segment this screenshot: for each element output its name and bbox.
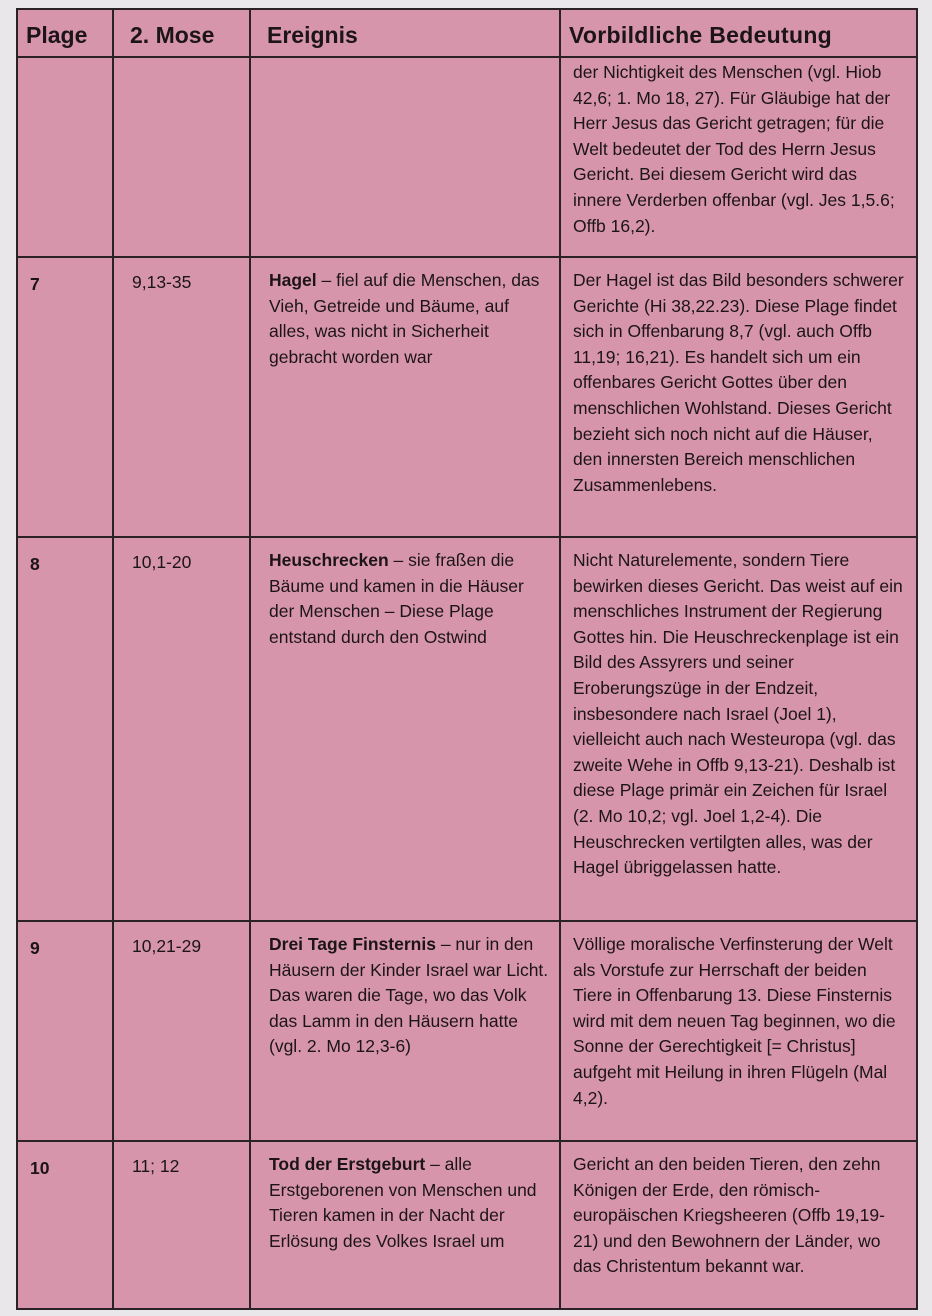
ereignis-text: – sie fraßen die Bäume und kamen in die Häuser der Menschen – Diese Plage entstand durch den Ostwind xyxy=(269,550,524,647)
table-row xyxy=(17,257,917,537)
plage-number: 9 xyxy=(17,921,113,1141)
ereignis-text: – fiel auf die Menschen, das Vieh, Getreide und Bäume, auf alles, was nicht in Sicherheit gebracht worden war xyxy=(269,270,540,367)
header-plage: Plage xyxy=(17,9,113,57)
table-row xyxy=(17,537,917,921)
table-row xyxy=(17,921,917,1141)
ereignis-title: Heuschrecken xyxy=(269,550,389,570)
bedeutung-cell: Völlige moralische Verfinsterung der Welt als Vorstufe zur Herrschaft der beiden Tiere in Offenbarung 13. Diese Finsternis wird mit dem neuen Tag beginnen, wo die Sonne der Gerechtigkeit [= Christus] aufgeht mit Heilung in ihren Flügeln (Mal 4,2). xyxy=(560,921,917,1141)
table-row xyxy=(17,1141,917,1309)
plagues-table xyxy=(16,8,918,1310)
mose-reference: 11; 12 xyxy=(113,1141,250,1309)
plage-number: 8 xyxy=(17,537,113,921)
header-bedeutung: Vorbildliche Bedeutung xyxy=(560,9,917,57)
ereignis-cell xyxy=(250,921,560,1141)
mose-reference: 9,13-35 xyxy=(113,257,250,537)
ereignis-text: – alle Erstgeborenen von Menschen und Tieren kamen in der Nacht der Erlösung des Volkes Israel um xyxy=(269,1154,537,1251)
cont-plage-cell xyxy=(17,57,113,257)
ereignis-title: Tod der Erstgeburt xyxy=(269,1154,426,1174)
ereignis-cell xyxy=(250,1141,560,1309)
header-ereignis: Ereignis xyxy=(250,9,560,57)
continuation-row xyxy=(17,57,917,257)
ereignis-title: Drei Tage Finsternis xyxy=(269,934,436,954)
ereignis-cell xyxy=(250,257,560,537)
bedeutung-cell: Der Hagel ist das Bild besonders schwerer Gerichte (Hi 38,22.23). Diese Plage findet sich in Offenbarung 8,7 (vgl. auch Offb 11,19; 16,21). Es handelt sich um ein offenbares Gericht Gottes über den menschlichen Wohlstand. Dieses Gericht bezieht sich noch nicht auf die Häuser, den innersten Bereich menschlichen Zusammenlebens. xyxy=(560,257,917,537)
plage-number: 7 xyxy=(17,257,113,537)
ereignis-title: Hagel xyxy=(269,270,317,290)
ereignis-cell xyxy=(250,537,560,921)
mose-reference: 10,1-20 xyxy=(113,537,250,921)
bedeutung-cell: Nicht Naturelemente, sondern Tiere bewirken dieses Gericht. Das weist auf ein menschliches Instrument der Regierung Gottes hin. Die Heuschreckenplage ist ein Bild des Assyrers und seiner Eroberungszüge in der Endzeit, insbesondere nach Israel (Joel 1), vielleicht auch nach Westeuropa (vgl. das zweite Wehe in Offb 9,13-21). Deshalb ist diese Plage primär ein Zeichen für Israel (2. Mo 10,2; vgl. Joel 1,2-4). Die Heuschrecken vertilgten alles, was der Hagel übriggelassen hatte. xyxy=(560,537,917,921)
plage-number: 10 xyxy=(17,1141,113,1309)
cont-ereignis-cell xyxy=(250,57,560,257)
header-row xyxy=(17,9,917,57)
cont-mose-cell xyxy=(113,57,250,257)
mose-reference: 10,21-29 xyxy=(113,921,250,1141)
header-mose: 2. Mose xyxy=(113,9,250,57)
cont-bedeutung-cell: der Nichtigkeit des Menschen (vgl. Hiob 42,6; 1. Mo 18, 27). Für Gläubige hat der Herr Jesus das Gericht getragen; für die Welt bedeutet der Tod des Herrn Jesus Gericht. Bei diesem Gericht wird das innere Verderben offenbar (vgl. Jes 1,5.6; Offb 16,2). xyxy=(560,57,917,257)
ereignis-text: – nur in den Häusern der Kinder Israel war Licht. Das waren die Tage, wo das Volk das Lamm in den Häusern hatte (vgl. 2. Mo 12,3-6) xyxy=(269,934,549,1057)
bedeutung-cell: Gericht an den beiden Tieren, den zehn Königen der Erde, den römisch-europäischen Kriegsheeren (Offb 19,19-21) und den Bewohnern der Länder, wo das Christentum bekannt war. xyxy=(560,1141,917,1309)
